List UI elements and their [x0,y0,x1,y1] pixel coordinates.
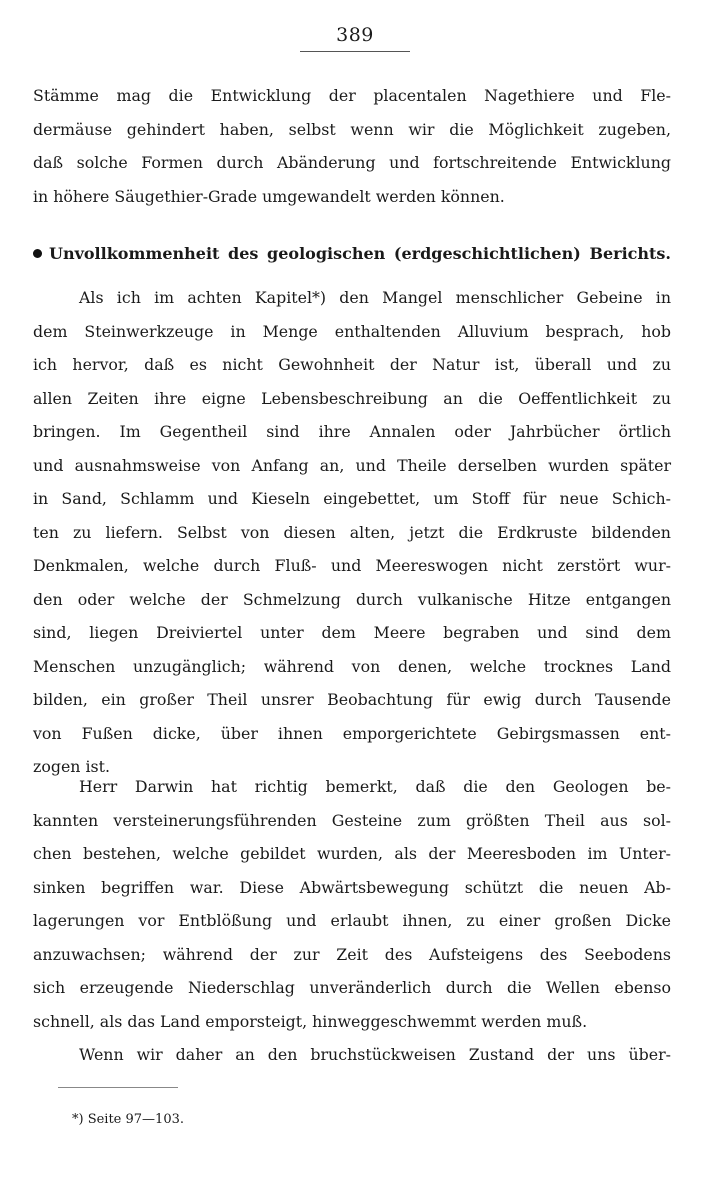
text-line: von Fußen dicke, über ihnen emporgerichtete Gebirgsmassen ent- [33,723,671,743]
bullet-icon [33,249,42,258]
text-line: und ausnahmsweise von Anfang an, und Theile derselben wurden später [33,455,671,475]
text-line: sind, liegen Dreiviertel unter dem Meere begraben und sind dem [33,623,671,642]
page-number: 389 [336,24,374,46]
text-line: zogen ist. [33,757,111,776]
footnote: *) Seite 97—103. [72,1112,184,1127]
text-line: sich erzeugende Niederschlag unveränderlich durch die Wellen ebenso [33,978,671,997]
text-line: schnell, als das Land emporsteigt, hinweggeschwemmt werden muß. [33,1011,588,1031]
text-line: dem Steinwerkzeuge in Menge enthaltenden Alluvium besprach, hob [33,321,671,341]
text-line: Als ich im achten Kapitel*) den Mangel menschlicher Gebeine in [79,288,671,307]
text-line: bringen. Im Gegentheil sind ihre Annalen oder Jahrbücher örtlich [33,422,671,441]
footnote-rule [58,1087,178,1088]
paragraph-1 [33,79,671,213]
text-line: lagerungen vor Entblößung und erlaubt ihnen, zu einer großen Dicke [33,911,671,930]
text-line: in Sand, Schlamm und Kieseln eingebettet, um Stoff für neue Schich- [33,489,671,508]
text-line: dermäuse gehindert haben, selbst wenn wir die Möglichkeit zugeben, [33,119,671,139]
text-line: bilden, ein großer Theil unsrer Beobachtung für ewig durch Tausende [33,690,671,709]
text-line: Wenn wir daher an den bruchstückweisen Zustand der uns über- [79,1045,671,1064]
text-line: Stämme mag die Entwicklung der placentalen Nagethiere und Fle- [33,86,671,105]
text-line: anzuwachsen; während der zur Zeit des Aufsteigens des Seebodens [33,944,671,964]
paragraph-3 [33,770,671,1038]
text-line: allen Zeiten ihre eigne Lebensbeschreibung an die Oeffentlichkeit zu [33,388,671,408]
text-line: ich hervor, daß es nicht Gewohnheit der Natur ist, überall und zu [33,355,671,374]
text-line: Herr Darwin hat richtig bemerkt, daß die den Geologen be- [79,777,671,796]
paragraph-2 [33,281,671,784]
section-heading [33,237,671,271]
text-line: den oder welche der Schmelzung durch vulkanische Hitze entgangen [33,589,671,609]
header-rule [300,51,410,52]
text-line: Menschen unzugänglich; während von denen, welche trocknes Land [33,656,671,676]
text-line: daß solche Formen durch Abänderung und fortschreitende Entwicklung [33,153,671,172]
text-line: sinken begriffen war. Diese Abwärtsbewegung schützt die neuen Ab- [33,877,671,897]
paragraph-4 [33,1038,671,1072]
text-line: ten zu liefern. Selbst von diesen alten, jetzt die Erdkruste bildenden [33,522,671,542]
text-line: chen bestehen, welche gebildet wurden, als der Meeresboden im Unter- [33,844,671,863]
section-heading-title: Unvollkommenheit des geologischen (erdgeschichtlichen) Berichts. [49,244,671,263]
text-line: Denkmalen, welche durch Fluß- und Meereswogen nicht zerstört wur- [33,556,671,575]
text-line: kannten versteinerungsführenden Gesteine zum größten Theil aus sol- [33,810,671,830]
text-line: in höhere Säugethier-Grade umgewandelt werden können. [33,186,505,206]
